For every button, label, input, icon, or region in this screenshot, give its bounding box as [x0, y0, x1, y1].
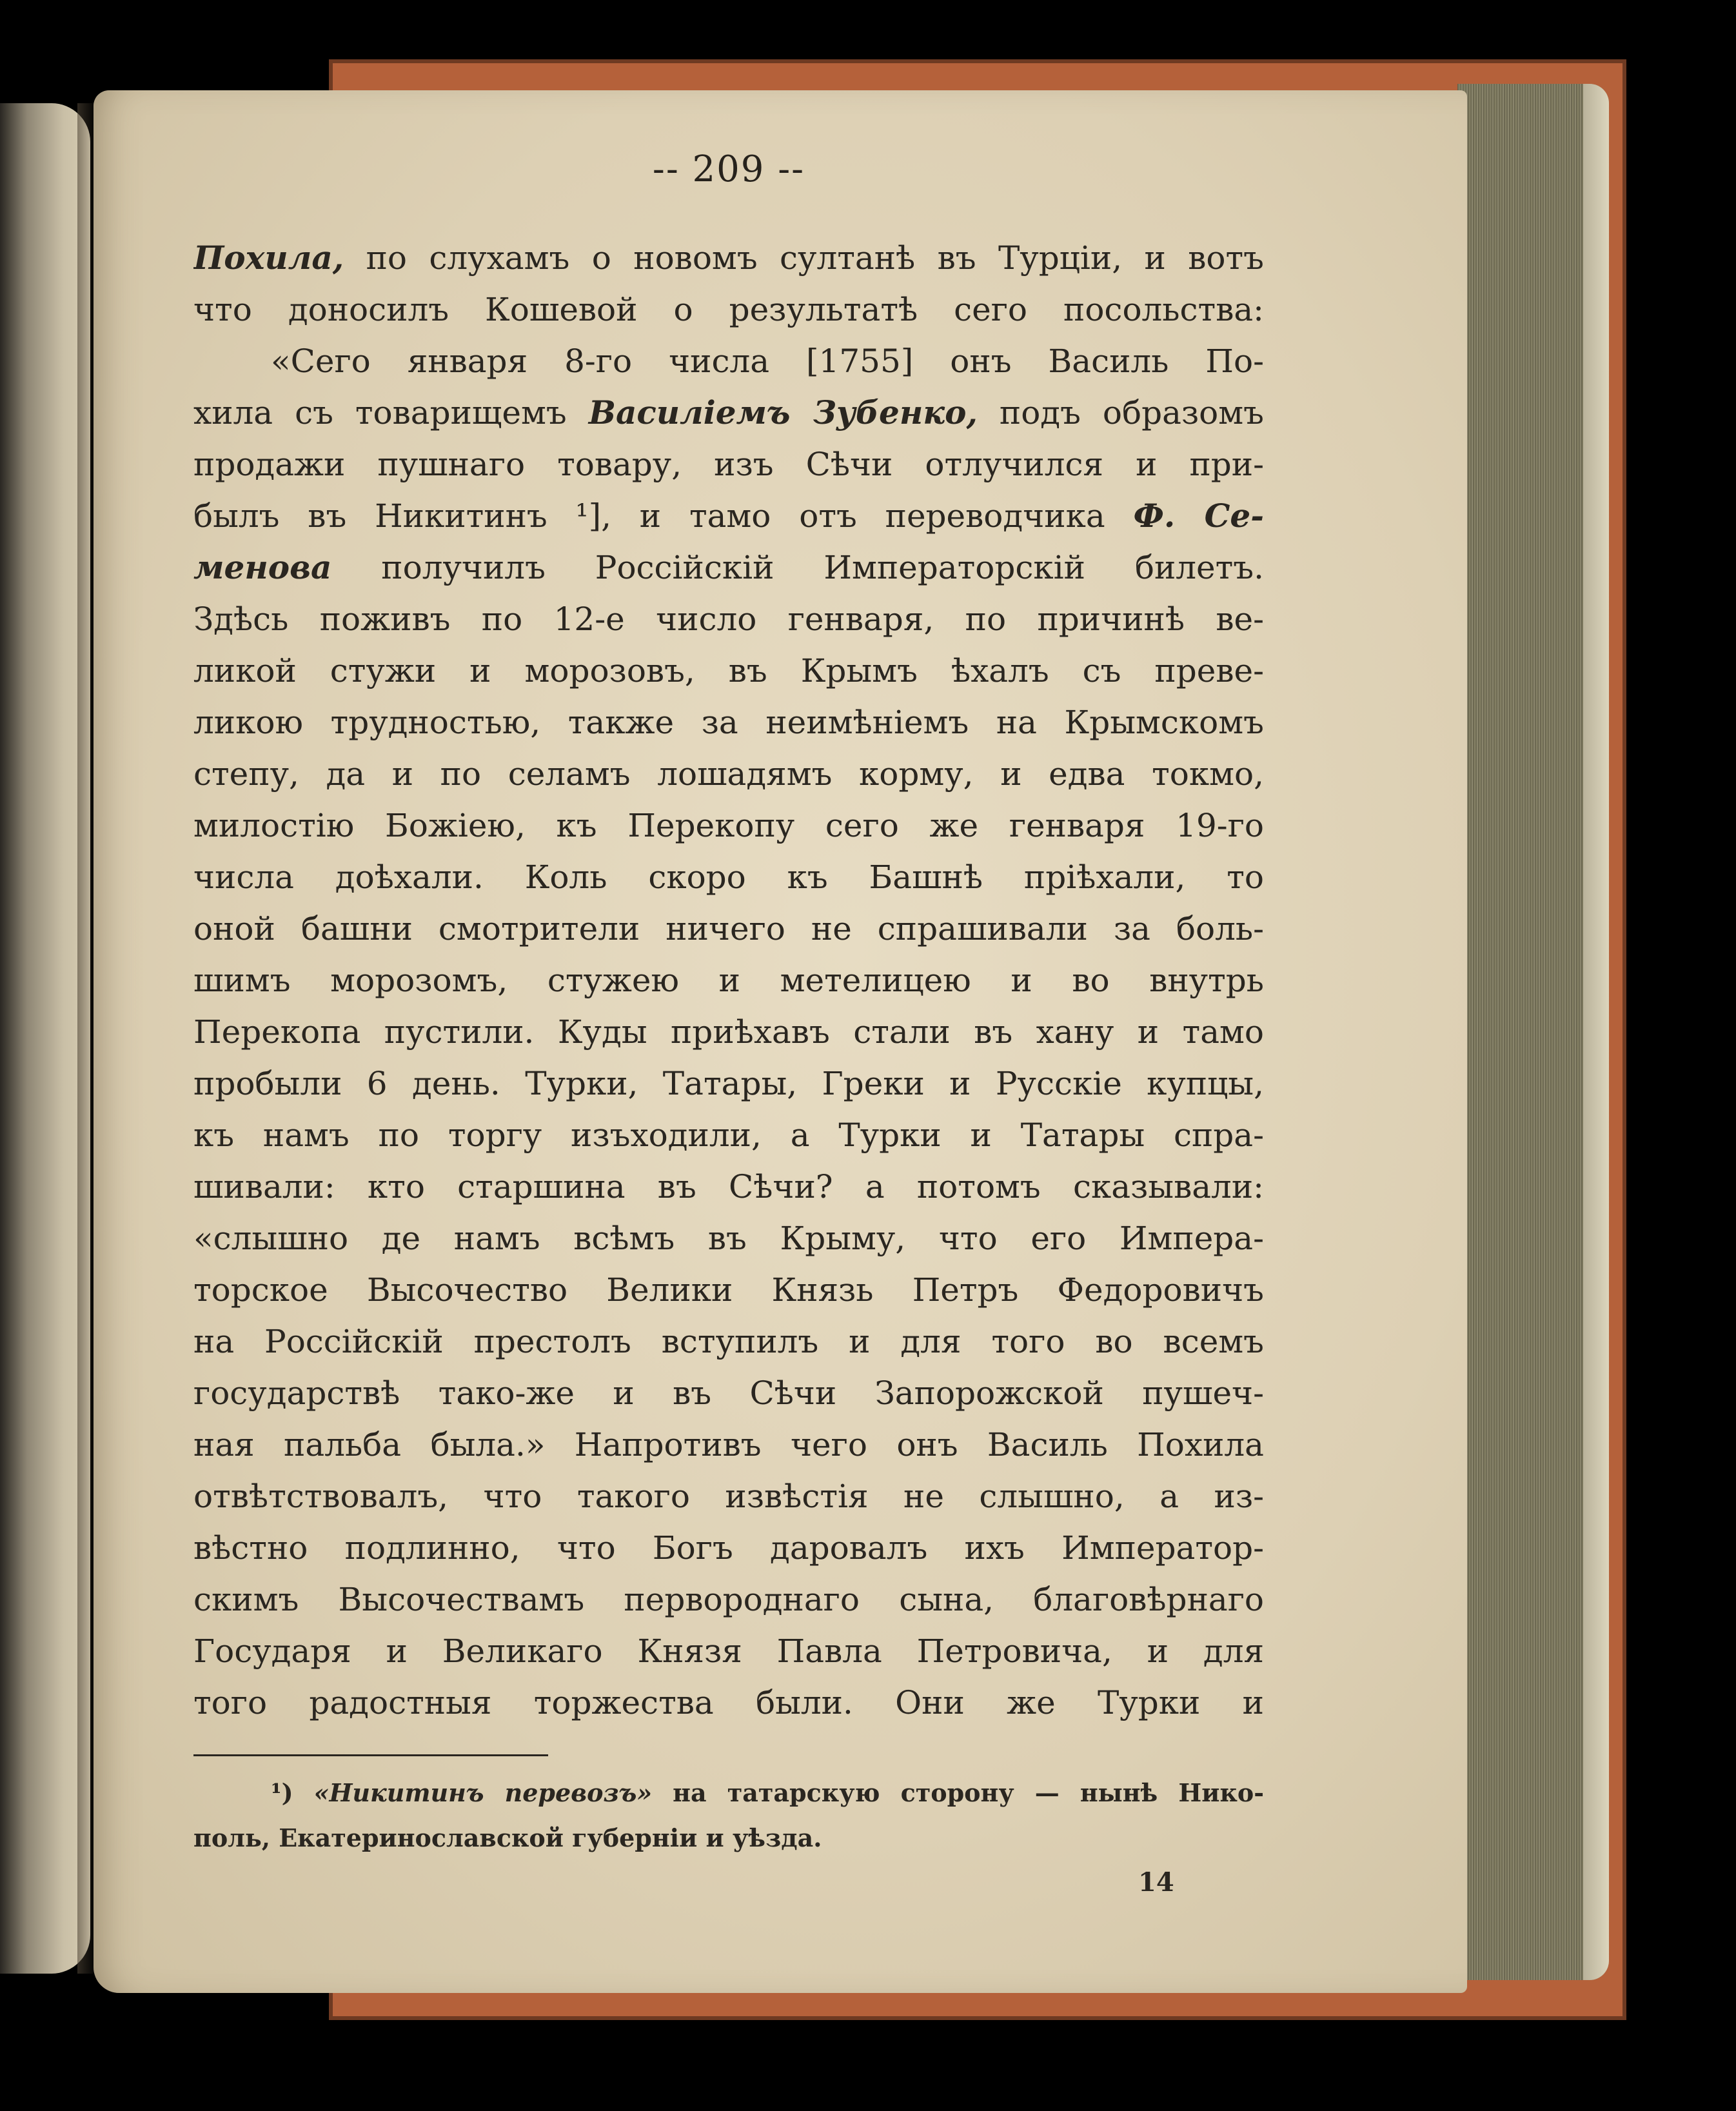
text-line-italic: Похила,: [193, 239, 344, 277]
footnote-rule: [193, 1754, 548, 1756]
text-line-italic: менова: [193, 548, 332, 586]
text-line-segment: оной башни смотрители ничего не спрашивали за боль-: [193, 910, 1264, 947]
text-line-segment: былъ въ Никитинъ ¹], и тамо отъ переводчика: [193, 497, 1134, 535]
text-line-italic: Василіемъ Зубенко,: [588, 393, 978, 431]
text-line: [193, 645, 1264, 697]
text-line-italic: Ф. Се-: [1133, 497, 1264, 535]
text-line-segment: на Россійскій престолъ вступилъ и для того во всемъ: [193, 1323, 1264, 1360]
text-line: [193, 748, 1264, 800]
text-line: [193, 1264, 1264, 1316]
text-line-segment: Государя и Великаго Князя Павла Петровича, и для: [193, 1632, 1264, 1670]
text-line-segment: ная пальба была.» Напротивъ чего онъ Василь Похила: [193, 1426, 1264, 1463]
text-line: [193, 1058, 1264, 1109]
text-line: [193, 387, 1264, 439]
text-line: [193, 490, 1264, 542]
footnote: [193, 1770, 1264, 1861]
footnote-line-1-rest: на татарскую сторону — нынѣ Нико-: [652, 1778, 1264, 1807]
signature-mark: 14: [1138, 1867, 1174, 1898]
text-line: [193, 1213, 1264, 1264]
text-line-segment: числа доѣхали. Коль скоро къ Башнѣ пріѣхали, то: [193, 858, 1264, 896]
text-line: [193, 1006, 1264, 1058]
text-line: [193, 955, 1264, 1006]
text-line: [193, 1109, 1264, 1161]
text-line: [193, 903, 1264, 955]
text-line: [193, 1419, 1264, 1471]
text-line: [193, 1625, 1264, 1677]
text-line-segment: «Сего января 8-го числа [1755] онъ Василь По-: [271, 342, 1264, 380]
text-line-segment: продажи пушнаго товару, изъ Сѣчи отлучился и при-: [193, 446, 1264, 483]
text-line-segment: подъ образомъ: [977, 394, 1264, 431]
text-line: [193, 335, 1264, 387]
text-line: [193, 1574, 1264, 1625]
text-line-segment: скимъ Высочествамъ перворoднаго сына, благовѣрнаго: [193, 1581, 1264, 1618]
text-line-segment: шивали: кто старшина въ Сѣчи? а потомъ сказывали:: [193, 1168, 1264, 1205]
page-stack-edge: [1457, 84, 1609, 1980]
footnote-line-2: поль, Екатеринославской губерніи и уѣзда.: [193, 1823, 822, 1852]
body-text: [193, 232, 1264, 1729]
text-line-segment: ликой стужи и морозовъ, въ Крымъ ѣхалъ съ преве-: [193, 652, 1264, 689]
text-line-segment: по слухамъ о новомъ султанѣ въ Турціи, и вотъ: [344, 239, 1264, 277]
text-line-segment: что доносилъ Кошевой о результатѣ сего посольства:: [193, 291, 1264, 328]
text-line: [193, 1522, 1264, 1574]
footnote-italic: «Никитинъ перевозъ»: [313, 1778, 653, 1807]
text-line-segment: пробыли 6 день. Турки, Татары, Греки и Русскіе купцы,: [193, 1065, 1264, 1102]
text-line-segment: шимъ морозомъ, стужею и метелицею и во внутрь: [193, 962, 1264, 999]
text-line: [193, 439, 1264, 490]
text-line-segment: вѣстно подлинно, что Богъ даровалъ ихъ Император-: [193, 1529, 1264, 1567]
text-line-segment: отвѣтствовалъ, что такого извѣстія не слышно, а из-: [193, 1478, 1264, 1515]
text-line: [193, 851, 1264, 903]
text-line-segment: того радостныя торжества были. Они же Турки и: [193, 1684, 1264, 1721]
text-line: [193, 1677, 1264, 1729]
text-line: [193, 800, 1264, 851]
previous-page-edge: [0, 103, 90, 1974]
text-line: [193, 232, 1264, 284]
text-line-segment: Здѣсь поживъ по 12-е число генваря, по причинѣ ве-: [193, 600, 1264, 638]
text-line: [193, 542, 1264, 593]
text-line-segment: степу, да и по селамъ лошадямъ корму, и едва токмо,: [193, 755, 1264, 793]
text-line: [193, 593, 1264, 645]
text-line-segment: хила съ товарищемъ: [193, 394, 589, 431]
text-line: [193, 697, 1264, 748]
text-line-segment: Перекопа пустили. Куды приѣхавъ стали въ хану и тамо: [193, 1013, 1264, 1051]
footnote-marker: ¹): [271, 1778, 293, 1807]
text-line-segment: получилъ Россійскій Императорскій билетъ.: [331, 549, 1264, 586]
text-line: [193, 1471, 1264, 1522]
text-line-segment: государствѣ тако-же и въ Сѣчи Запорожской пушеч-: [193, 1374, 1264, 1412]
text-line: [193, 1367, 1264, 1419]
text-line: [193, 284, 1264, 335]
text-line: [193, 1161, 1264, 1213]
footnote-line-1: [193, 1770, 1264, 1816]
text-line-segment: ликою трудностью, также за неимѣніемъ на Крымскомъ: [193, 704, 1264, 741]
text-line-segment: милостію Божіею, къ Перекопу сего же генваря 19-го: [193, 807, 1264, 844]
text-line-segment: торское Высочество Велики Князь Петръ Федоровичъ: [193, 1271, 1264, 1309]
text-line: [193, 1316, 1264, 1367]
text-line-segment: «слышно де намъ всѣмъ въ Крыму, что его Импера-: [193, 1220, 1264, 1257]
page-number: -- 209 --: [652, 148, 805, 190]
text-line-segment: къ намъ по торгу изъходили, а Турки и Татары спра-: [193, 1116, 1264, 1154]
